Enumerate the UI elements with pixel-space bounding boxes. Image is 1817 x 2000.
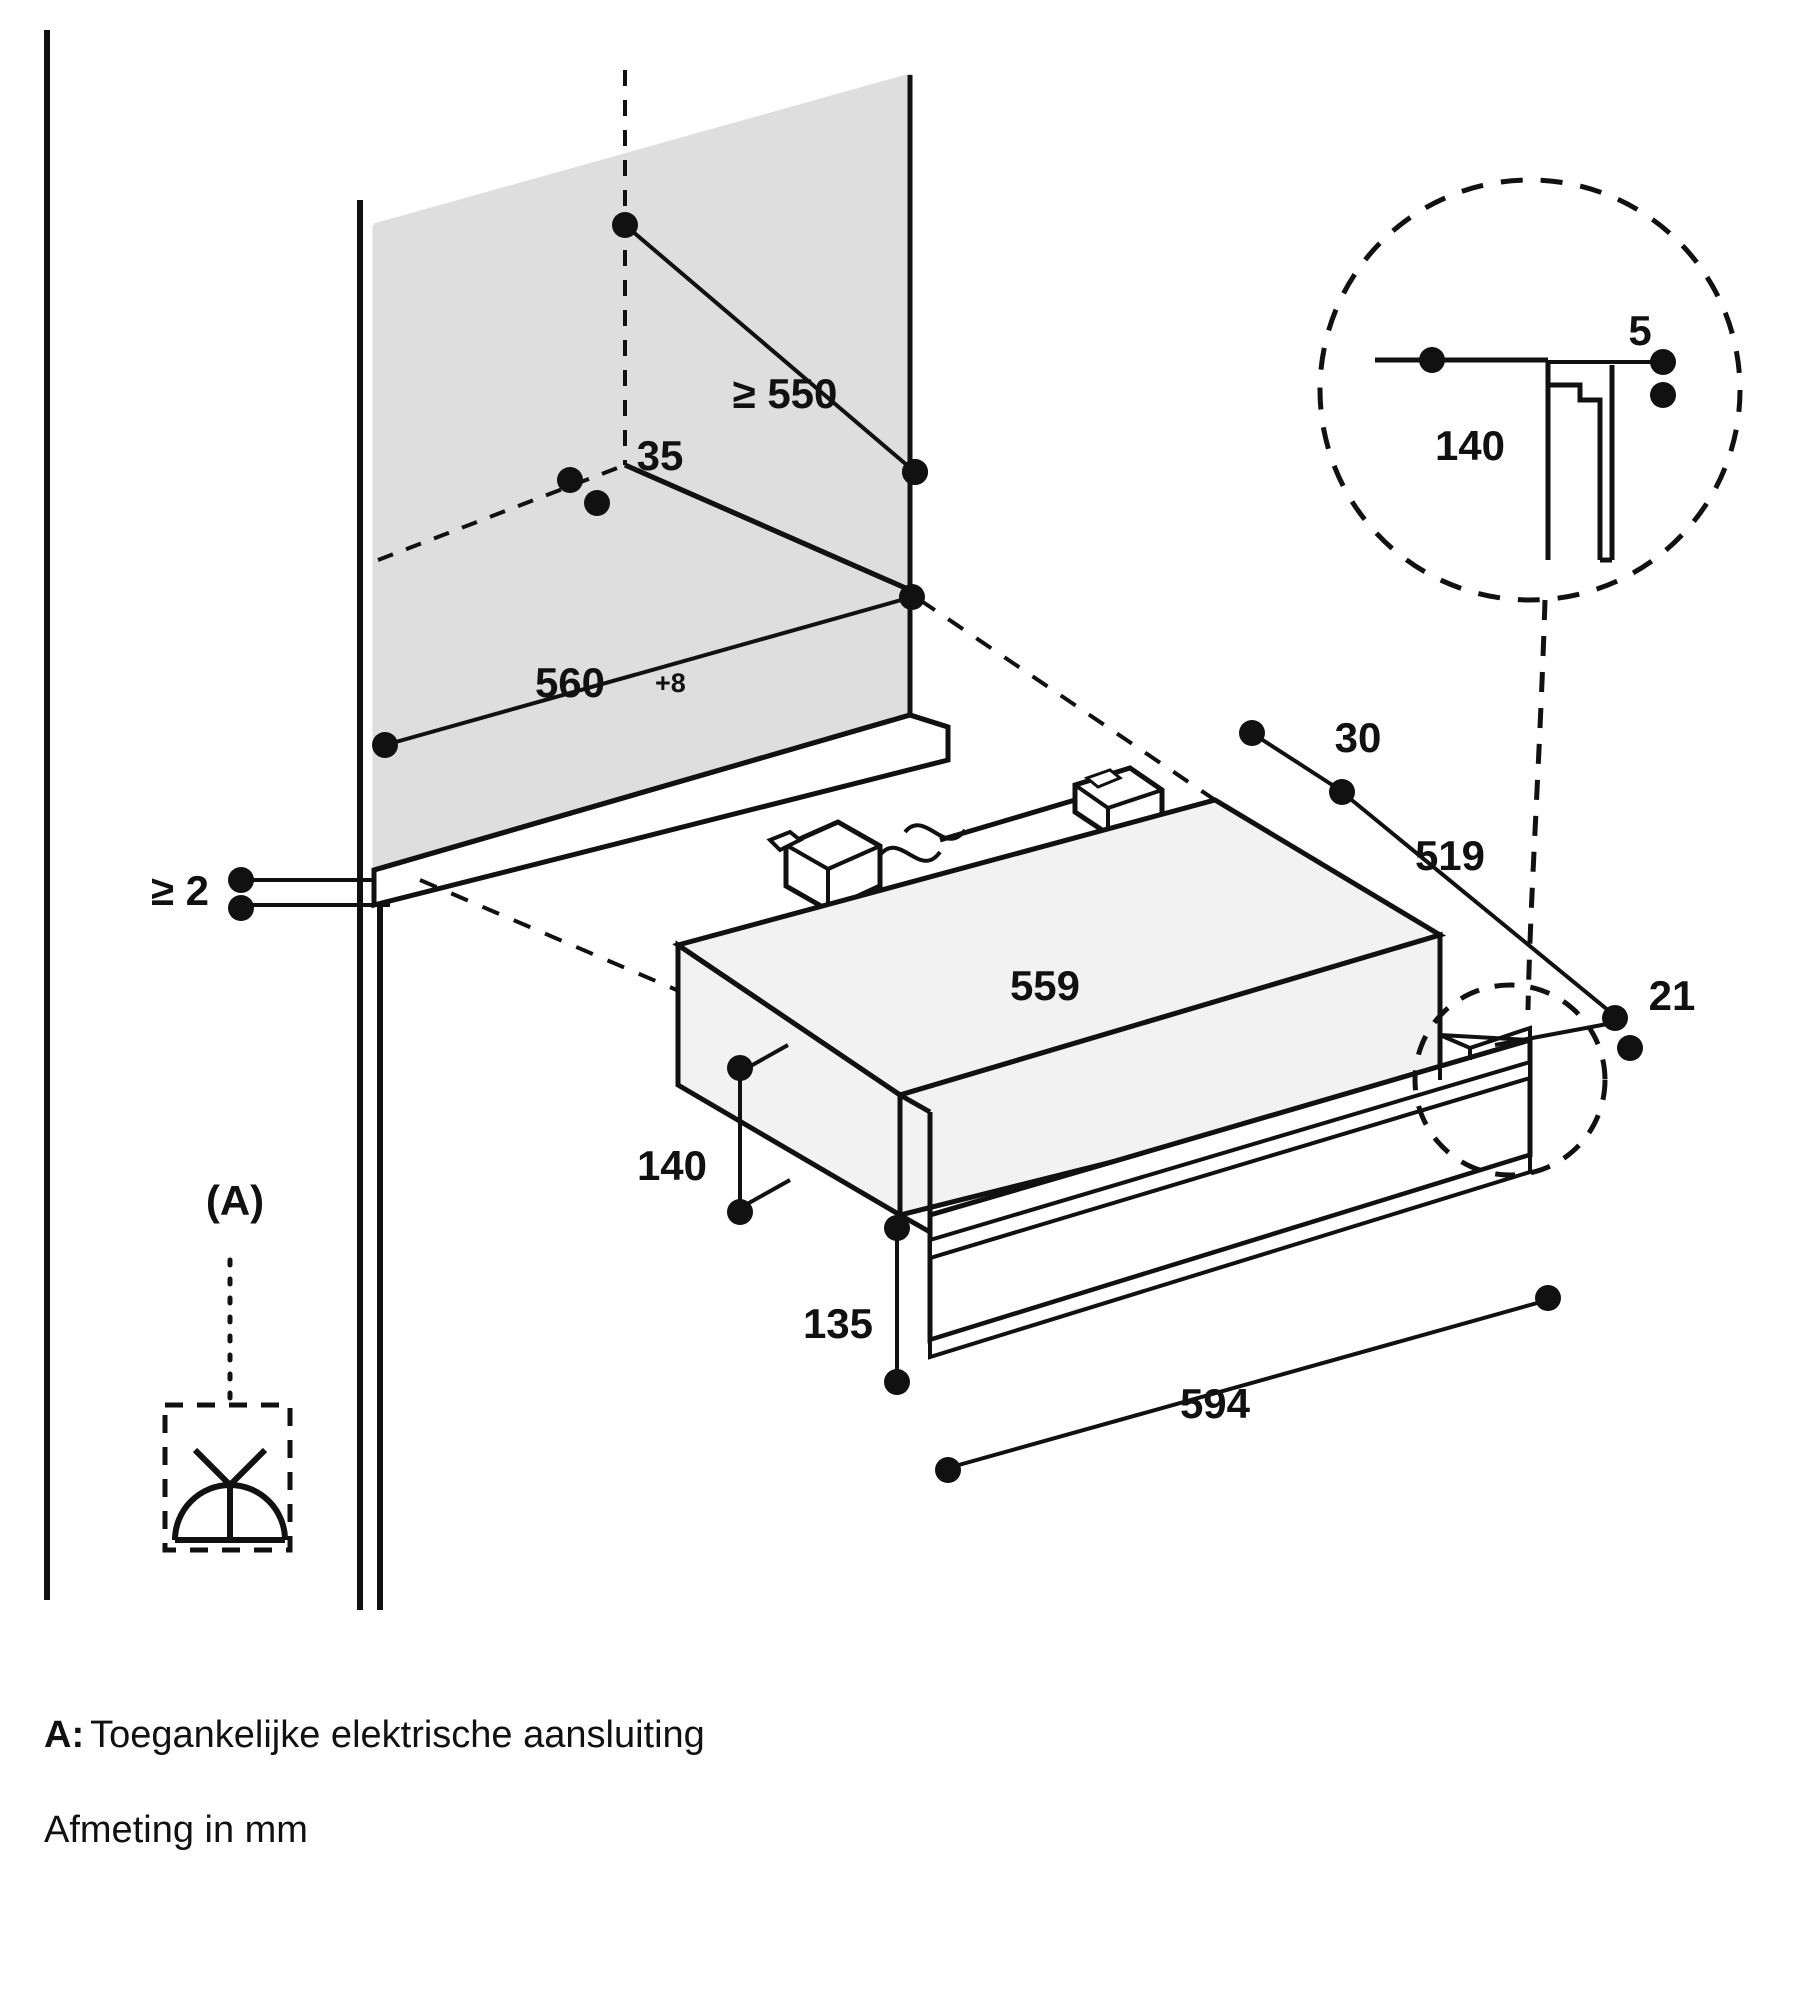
units-note: Afmeting in mm [44, 1809, 308, 1852]
niche-panel [374, 75, 948, 905]
callout-label-A: (A) [205, 1177, 265, 1224]
dim-label-140-height: 140 [636, 1142, 708, 1189]
legend-marker: A: [44, 1714, 85, 1756]
dim-label-519: 519 [1414, 832, 1486, 879]
dim-label-30: 30 [1334, 714, 1382, 761]
dim-label-35: 35 [636, 432, 684, 479]
dim-label-21: 21 [1648, 972, 1696, 1019]
dimension-135 [803, 1215, 910, 1395]
legend [44, 1710, 1344, 1901]
dim-label-140-detail: 140 [1434, 422, 1506, 469]
dimension-30 [1239, 714, 1381, 805]
dim-label-594: 594 [1179, 1380, 1251, 1427]
legend-line-A [44, 1710, 1344, 1761]
dimension-559 [1010, 962, 1080, 1009]
legend-text: Toegankelijke elektrische aansluiting [90, 1714, 705, 1756]
callout-A [165, 1177, 290, 1550]
dim-label-550: ≥ 550 [732, 370, 838, 417]
dimension-wall-gap [151, 867, 390, 921]
dim-label-559: 559 [1009, 962, 1081, 1009]
dim-label-560-tolerance: +8 [655, 668, 686, 698]
dim-label-min2: ≥ 2 [150, 867, 210, 914]
dim-label-5: 5 [1628, 307, 1652, 354]
dim-label-135: 135 [802, 1300, 874, 1347]
wall-lines [47, 30, 380, 1610]
dim-label-560: 560 [534, 659, 606, 706]
